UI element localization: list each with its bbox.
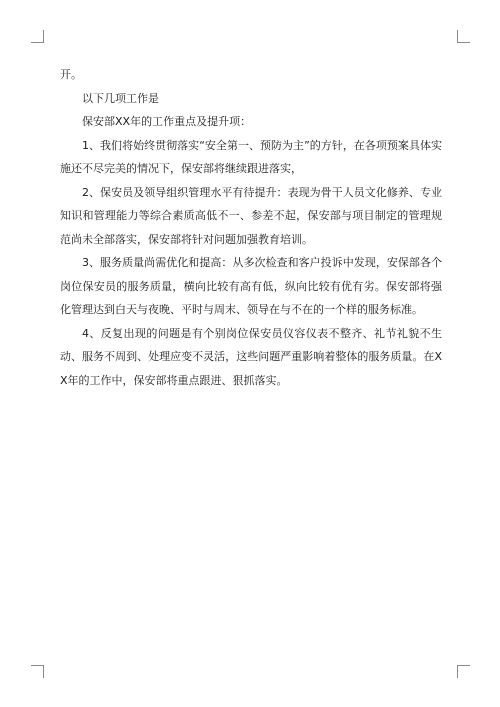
crop-mark-bottom-right bbox=[457, 665, 470, 678]
paragraph-heading: 保安部XX年的工作重点及提升项： bbox=[82, 115, 252, 128]
document-body bbox=[60, 63, 442, 392]
crop-mark-bottom-left bbox=[31, 665, 44, 678]
crop-mark-top-right bbox=[457, 30, 470, 43]
paragraph-item-3: 3、服务质量尚需优化和提高：从多次检查和客户投诉中发现，安保部各个岗位保安员的服务质量，横向比较有高有低，纵向比较有优有劣。保安部将强化管理达到白天与夜晚、平时与周末、领导在与不在的一个样的服务标准。 bbox=[60, 256, 442, 316]
crop-mark-top-left bbox=[31, 30, 44, 43]
paragraph-intro: 以下几项工作是 bbox=[82, 91, 159, 105]
paragraph-item-1: 1、我们将始终贯彻落实“安全第一、预防为主”的方针，在各项预案具体实施还不尽完美的情况下，保安部将继续跟进落实， bbox=[60, 138, 442, 175]
paragraph-continuation: 开。 bbox=[60, 68, 82, 81]
paragraph-item-4: 4、反复出现的问题是有个别岗位保安员仪容仪表不整齐、礼节礼貌不生动、服务不周到、处理应变不灵活，这些问题严重影响着整体的服务质量。在XX年的工作中，保安部将重点跟进、狠抓落实。 bbox=[60, 326, 442, 387]
paragraph-item-2: 2、保安员及领导组织管理水平有待提升：表现为骨干人员文化修养、专业知识和管理能力等综合素质高低不一、参差不起，保安部与项目制定的管理规范尚未全部落实，保安部将针对问题加强教育培训。 bbox=[60, 185, 442, 246]
